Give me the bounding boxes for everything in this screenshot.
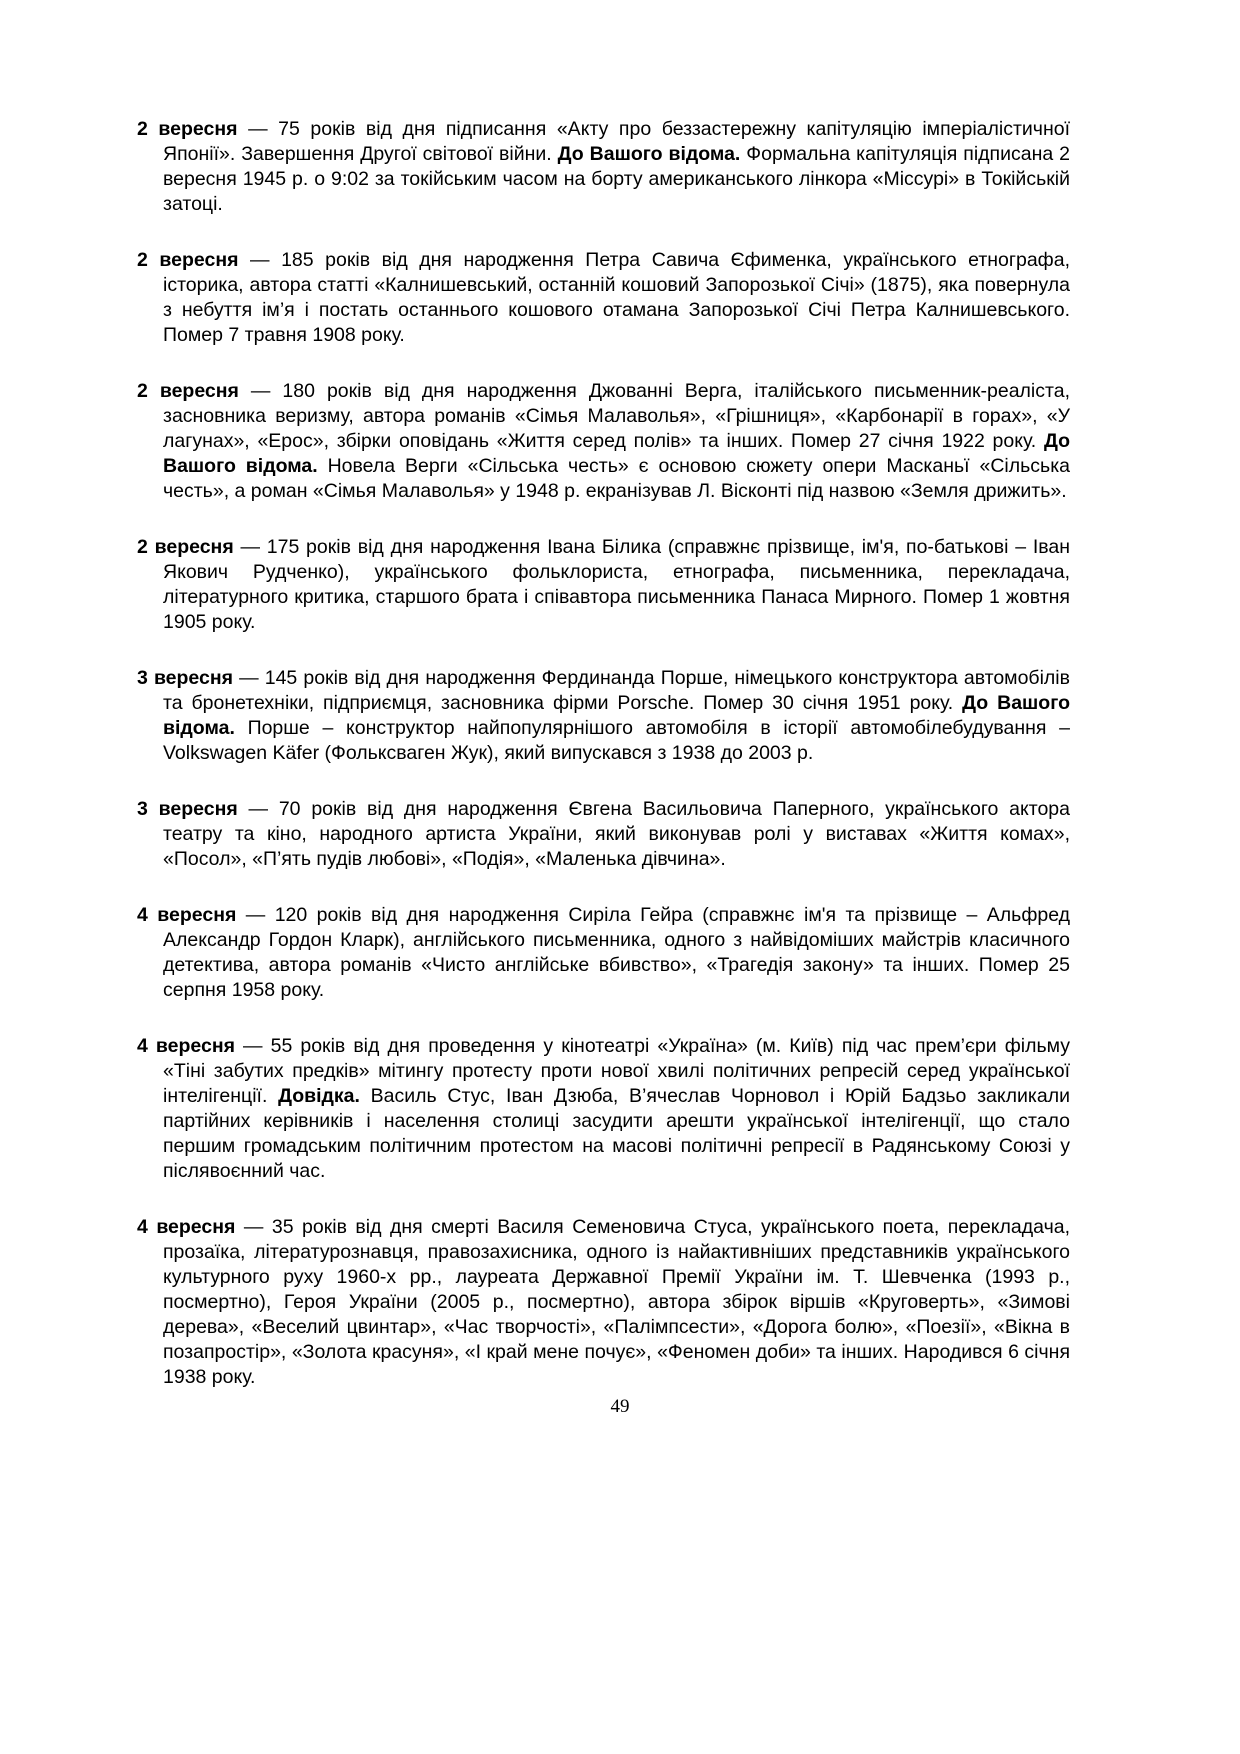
entry-date: 2 вересня — [137, 249, 239, 271]
document-page — [137, 117, 1070, 1421]
entry-note-label: Довідка. — [278, 1085, 360, 1107]
entry-date: 2 вересня — [137, 380, 239, 402]
entry-note-label: До Вашого відома. — [163, 430, 1070, 477]
entry-note-label: До Вашого відома. — [557, 143, 741, 165]
entry-note-text: Формальна капітуляція підписана 2 вересня 1945 р. о 9:02 за токійським часом на борту американського лінкора «Міссурі» в Токійській затоці. — [163, 143, 1070, 215]
entry-date: 4 вересня — [137, 904, 237, 926]
entry-date: 4 вересня — [137, 1216, 236, 1238]
calendar-entry — [137, 117, 1070, 217]
entry-text: — 55 років від дня проведення у кінотеатрі «Україна» (м. Київ) під час прем’єри фільму «Тіні забутих предків» мітингу протесту проти нової хвилі політичних репресій серед української інтелігенції. — [163, 1035, 1070, 1107]
entry-date: 3 вересня — [137, 798, 238, 820]
calendar-entry — [137, 1215, 1070, 1390]
entry-date: 3 вересня — [137, 667, 234, 689]
entry-text: — 70 років від дня народження Євгена Васильовича Паперного, українського актора театру та кіно, народного артиста України, який виконував ролі у виставах «Життя комах», «Посол», «П’ять пудів любові», «Подія», «Маленька дівчина». — [163, 798, 1070, 870]
entry-note-text: Новела Верги «Сільська честь» є основою сюжету опери Масканьї «Сільська честь», а роман «Сімья Малаволья» у 1948 р. екранізував Л. Вісконті під назвою «Земля дрижить». — [163, 455, 1070, 502]
calendar-entry — [137, 1034, 1070, 1184]
entry-note-label: До Вашого відома. — [163, 692, 1070, 739]
entry-date: 4 вересня — [137, 1035, 235, 1057]
calendar-entry — [137, 535, 1070, 635]
entry-text: — 145 років від дня народження Фердинанда Порше, німецького конструктора автомобілів та бронетехніки, підприємця, засновника фірми Porsche. Помер 30 січня 1951 року. — [163, 667, 1071, 714]
entry-note-text: Василь Стус, Іван Дзюба, В’ячеслав Чорновол і Юрій Бадзьо закликали партійних керівників і населення столиці засудити арешти української інтелігенції, що стало першим громадським політичним протестом на масові політичні репресії в Радянському Союзі у післявоєнний час. — [163, 1085, 1070, 1182]
entry-text: — 35 років від дня смерті Василя Семеновича Стуса, українського поета, перекладача, прозаїка, літературознавця, правозахисника, одного із найактивніших представників українського культурного руху 1960-х рр., лауреата Державної Премії України ім. Т. Шевченка (1993 р., посмертно), Героя України (2005 р., посмертно), автора збірок віршів «Круговерть», «Зимові дерева», «Веселий цвинтар», «Час творчості», «Палімпсести», «Дорога болю», «Поезії», «Вікна в позапростір», «Золота красуня», «І край мене почує», «Феномен доби» та інших. Народився 6 січня 1938 року. — [163, 1216, 1070, 1388]
calendar-entry — [137, 797, 1070, 872]
calendar-entry — [137, 903, 1070, 1003]
page-number: 49 — [610, 1396, 630, 1417]
entry-text: — 75 років від дня підписання «Акту про беззастережну капітуляцію імперіалістичної Японії». Завершення Другої світової війни. — [163, 118, 1070, 165]
entry-note-text: Порше – конструктор найпопулярнішого автомобіля в історії автомобілебудування – Volkswagen Käfer (Фольксваген Жук), який випускався з 1938 до 2003 р. — [163, 717, 1070, 764]
entry-date: 2 вересня — [137, 536, 234, 558]
calendar-entry — [137, 379, 1070, 504]
entry-text: — 185 років від дня народження Петра Савича Єфименка, українського етнографа, історика, автора статті «Калнишевський, останній кошовий Запорозької Січі» (1875), яка повернула з небуття ім’я і постать останнього кошового отамана Запорозької Січі Петра Калнишевського. Помер 7 травня 1908 року. — [163, 249, 1070, 346]
calendar-entry — [137, 248, 1070, 348]
entry-text: — 175 років від дня народження Івана Білика (справжнє прізвище, ім'я, по-батькові – Іван Якович Рудченко), українського фольклориста, етнографа, письменника, перекладача, літературного критика, старшого брата і співавтора письменника Панаса Мирного. Помер 1 жовтня 1905 року. — [163, 536, 1070, 633]
entry-text: — 120 років від дня народження Сиріла Гейра (справжнє ім'я та прізвище – Альфред Александр Гордон Кларк), англійського письменника, одного з найвідоміших майстрів класичного детектива, автора романів «Чисто англійське вбивство», «Трагедія закону» та інших. Помер 25 серпня 1958 року. — [163, 904, 1071, 1001]
entry-text: — 180 років від дня народження Джованні Верга, італійського письменник-реаліста, засновника веризму, автора романів «Сімья Малаволья», «Грішниця», «Карбонарії в горах», «У лагунах», «Ерос», збірки оповідань «Життя серед полів» та інших. Помер 27 січня 1922 року. — [163, 380, 1070, 452]
calendar-entry — [137, 666, 1070, 766]
entry-date: 2 вересня — [137, 118, 238, 140]
